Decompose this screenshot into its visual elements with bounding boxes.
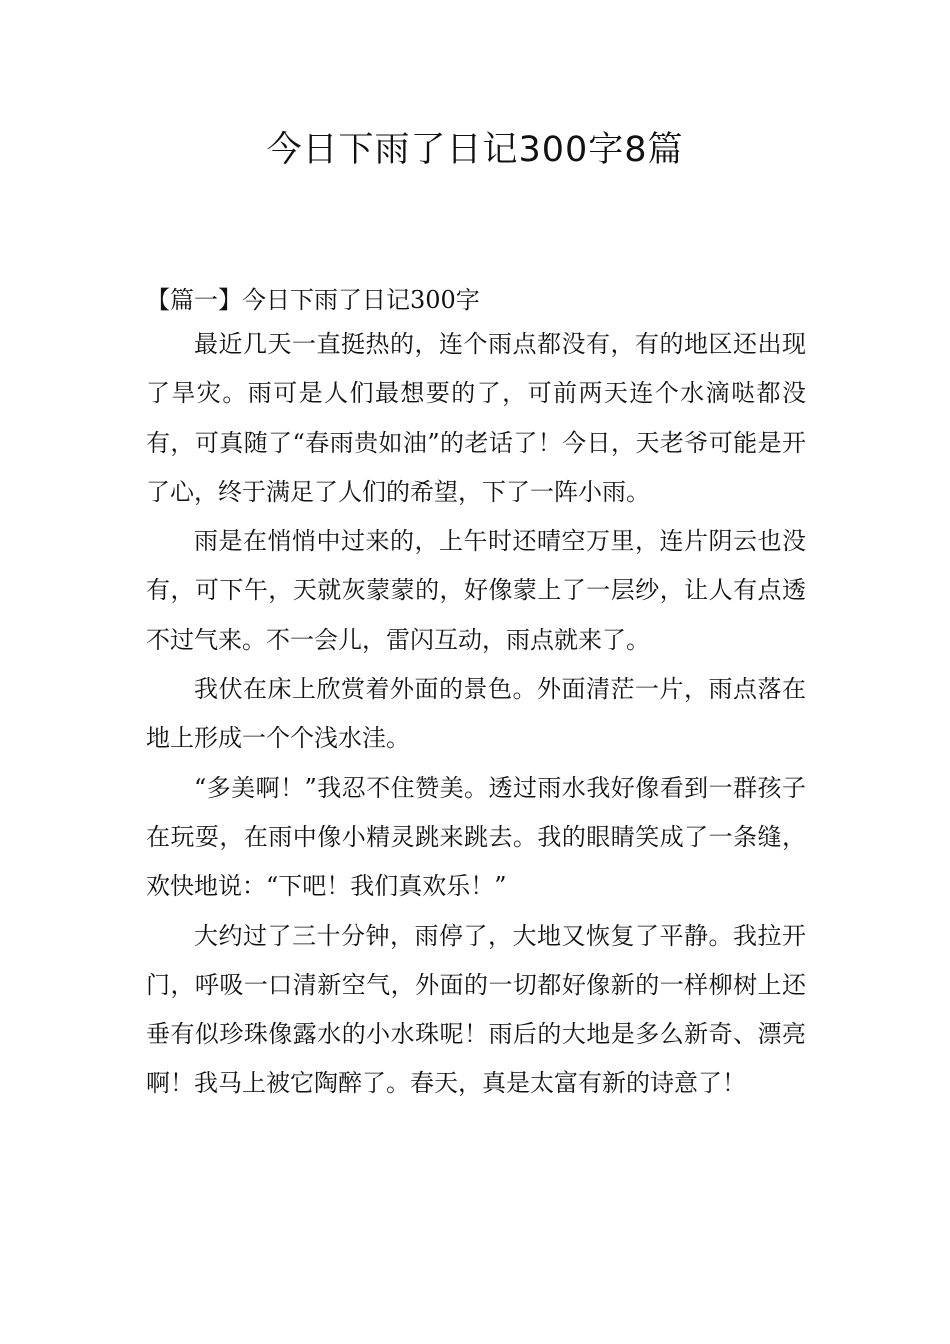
paragraph: “多美啊！”我忍不住赞美。透过雨水我好像看到一群孩子在玩耍，在雨中像小精灵跳来跳去。我的眼睛笑成了一条缝，欢快地说：“下吧！我们真欢乐！” [146, 773, 806, 901]
paragraph: 大约过了三十分钟，雨停了，大地又恢复了平静。我拉开门，呼吸一口清新空气，外面的一切都好像新的一样柳树上还垂有似珍珠像露水的小水珠呢！雨后的大地是多么新奇、漂亮啊！我马上被它陶醉了。春天，真是太富有新的诗意了！ [146, 921, 806, 1098]
paragraph: 雨是在悄悄中过来的，上午时还晴空万里，连片阴云也没有，可下午，天就灰蒙蒙的，好像蒙上了一层纱，让人有点透不过气来。不一会儿，雷闪互动，雨点就来了。 [146, 527, 806, 654]
paragraph: 最近几天一直挺热的，连个雨点都没有，有的地区还出现了旱灾。雨可是人们最想要的了，可前两天连个水滴哒都没有，可真随了“春雨贵如油”的老话了！今日，天老爷可能是开了心，终于满足了人们的希望，下了一阵小雨。 [146, 330, 806, 506]
paragraph: 我伏在床上欣赏着外面的景色。外面清茫一片，雨点落在地上形成一个个浅水洼。 [146, 675, 806, 753]
page-title: 今日下雨了日记300字8篇 [266, 130, 684, 170]
article-body [146, 280, 806, 1109]
section-heading: 【篇一】今日下雨了日记300字 [146, 286, 480, 314]
